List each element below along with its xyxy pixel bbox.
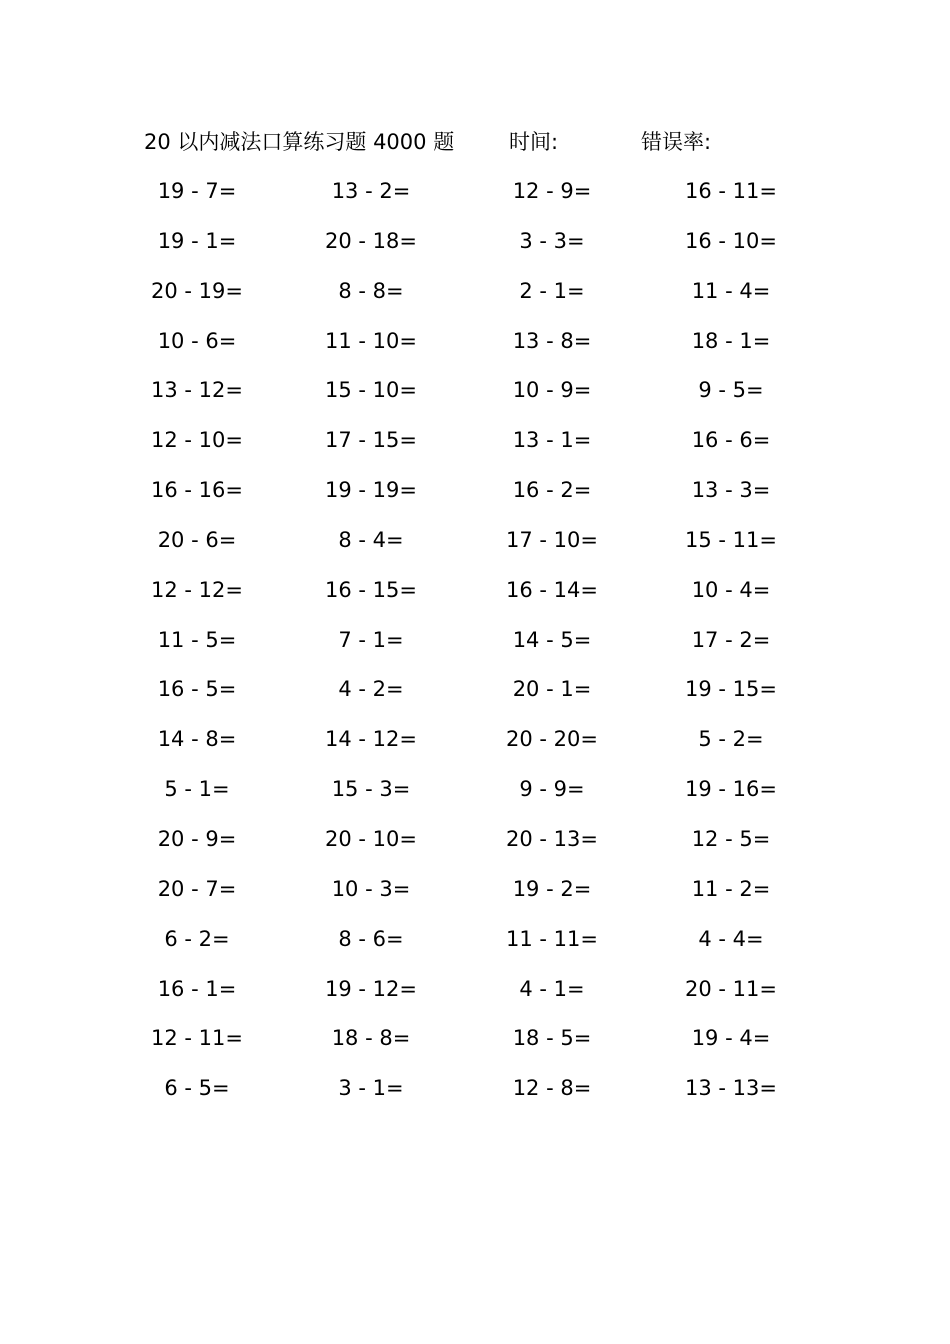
subtraction-problem: 20 - 18= — [325, 228, 417, 253]
subtraction-problem: 9 - 9= — [519, 777, 585, 802]
subtraction-problem: 19 - 15= — [685, 677, 777, 702]
problem-row — [0, 174, 950, 224]
subtraction-problem: 5 - 1= — [164, 777, 230, 802]
subtraction-problem: 10 - 3= — [331, 876, 411, 901]
subtraction-problem: 20 - 6= — [157, 527, 237, 552]
subtraction-problem: 13 - 13= — [685, 1076, 777, 1101]
subtraction-problem: 12 - 8= — [512, 1076, 592, 1101]
subtraction-problem: 20 - 20= — [506, 727, 598, 752]
problem-row — [0, 523, 950, 573]
subtraction-problem: 10 - 9= — [512, 378, 592, 403]
subtraction-problem: 18 - 8= — [331, 1026, 411, 1051]
subtraction-problem: 15 - 11= — [685, 527, 777, 552]
subtraction-problem: 11 - 4= — [691, 278, 771, 303]
subtraction-problem: 19 - 4= — [691, 1026, 771, 1051]
subtraction-problem: 16 - 15= — [325, 577, 417, 602]
subtraction-problem: 2 - 1= — [519, 278, 585, 303]
problem-row — [0, 1071, 950, 1121]
subtraction-problem: 16 - 6= — [691, 428, 771, 453]
subtraction-problem: 20 - 10= — [325, 826, 417, 851]
subtraction-problem: 19 - 2= — [512, 876, 592, 901]
subtraction-problem: 10 - 6= — [157, 328, 237, 353]
subtraction-problem: 13 - 12= — [151, 378, 243, 403]
problem-row — [0, 672, 950, 722]
subtraction-problem: 11 - 5= — [157, 627, 237, 652]
subtraction-problem: 5 - 2= — [698, 727, 764, 752]
problem-row — [0, 473, 950, 523]
subtraction-problem: 3 - 3= — [519, 228, 585, 253]
subtraction-problem: 18 - 5= — [512, 1026, 592, 1051]
subtraction-problem: 14 - 8= — [157, 727, 237, 752]
subtraction-problem: 16 - 14= — [506, 577, 598, 602]
subtraction-problem: 11 - 2= — [691, 876, 771, 901]
subtraction-problem: 13 - 8= — [512, 328, 592, 353]
error-rate-label: 错误率: — [641, 130, 712, 154]
problem-row — [0, 573, 950, 623]
subtraction-problem: 20 - 11= — [685, 976, 777, 1001]
problem-row — [0, 324, 950, 374]
problem-row — [0, 274, 950, 324]
subtraction-problem: 17 - 2= — [691, 627, 771, 652]
subtraction-problem: 8 - 6= — [338, 926, 404, 951]
subtraction-problem: 4 - 1= — [519, 976, 585, 1001]
subtraction-problem: 11 - 11= — [506, 926, 598, 951]
problem-row — [0, 623, 950, 673]
subtraction-problem: 12 - 5= — [691, 826, 771, 851]
problem-row — [0, 872, 950, 922]
subtraction-problem: 20 - 13= — [506, 826, 598, 851]
time-label: 时间: — [509, 130, 559, 154]
subtraction-problem: 4 - 4= — [698, 926, 764, 951]
subtraction-problem: 19 - 7= — [157, 179, 237, 203]
subtraction-problem: 20 - 7= — [157, 876, 237, 901]
problem-row — [0, 1021, 950, 1071]
subtraction-problem: 12 - 10= — [151, 428, 243, 453]
subtraction-problem: 20 - 9= — [157, 826, 237, 851]
problem-row — [0, 772, 950, 822]
problem-row — [0, 972, 950, 1022]
subtraction-problem: 16 - 11= — [685, 179, 777, 203]
subtraction-problem: 8 - 8= — [338, 278, 404, 303]
subtraction-problem: 19 - 12= — [325, 976, 417, 1001]
subtraction-problem: 12 - 9= — [512, 179, 592, 203]
problem-row — [0, 822, 950, 872]
subtraction-problem: 8 - 4= — [338, 527, 404, 552]
subtraction-problem: 15 - 10= — [325, 378, 417, 403]
subtraction-problem: 20 - 1= — [512, 677, 592, 702]
problem-row — [0, 722, 950, 772]
subtraction-problem: 17 - 15= — [325, 428, 417, 453]
problem-row — [0, 224, 950, 274]
subtraction-problem: 20 - 19= — [151, 278, 243, 303]
subtraction-problem: 16 - 1= — [157, 976, 237, 1001]
subtraction-problem: 6 - 2= — [164, 926, 230, 951]
subtraction-problem: 7 - 1= — [338, 627, 404, 652]
subtraction-problem: 16 - 10= — [685, 228, 777, 253]
subtraction-problem: 12 - 12= — [151, 577, 243, 602]
subtraction-problem: 13 - 3= — [691, 478, 771, 503]
subtraction-problem: 18 - 1= — [691, 328, 771, 353]
problem-row — [0, 373, 950, 423]
subtraction-problem: 9 - 5= — [698, 378, 764, 403]
subtraction-problem: 15 - 3= — [331, 777, 411, 802]
subtraction-problem: 19 - 16= — [685, 777, 777, 802]
subtraction-problem: 10 - 4= — [691, 577, 771, 602]
subtraction-problem: 13 - 1= — [512, 428, 592, 453]
subtraction-problem: 12 - 11= — [151, 1026, 243, 1051]
subtraction-problem: 16 - 5= — [157, 677, 237, 702]
problem-row — [0, 922, 950, 972]
subtraction-problem: 19 - 19= — [325, 478, 417, 503]
subtraction-problem: 16 - 2= — [512, 478, 592, 503]
problem-row — [0, 423, 950, 473]
worksheet-title: 20 以内减法口算练习题 4000 题 — [144, 130, 455, 154]
subtraction-problem: 11 - 10= — [325, 328, 417, 353]
subtraction-problem: 19 - 1= — [157, 228, 237, 253]
subtraction-problem: 14 - 5= — [512, 627, 592, 652]
problem-grid — [0, 174, 950, 1121]
subtraction-problem: 3 - 1= — [338, 1076, 404, 1101]
subtraction-problem: 13 - 2= — [331, 179, 411, 203]
subtraction-problem: 14 - 12= — [325, 727, 417, 752]
worksheet-header — [0, 126, 950, 158]
subtraction-problem: 17 - 10= — [506, 527, 598, 552]
subtraction-problem: 4 - 2= — [338, 677, 404, 702]
subtraction-problem: 16 - 16= — [151, 478, 243, 503]
subtraction-problem: 6 - 5= — [164, 1076, 230, 1101]
